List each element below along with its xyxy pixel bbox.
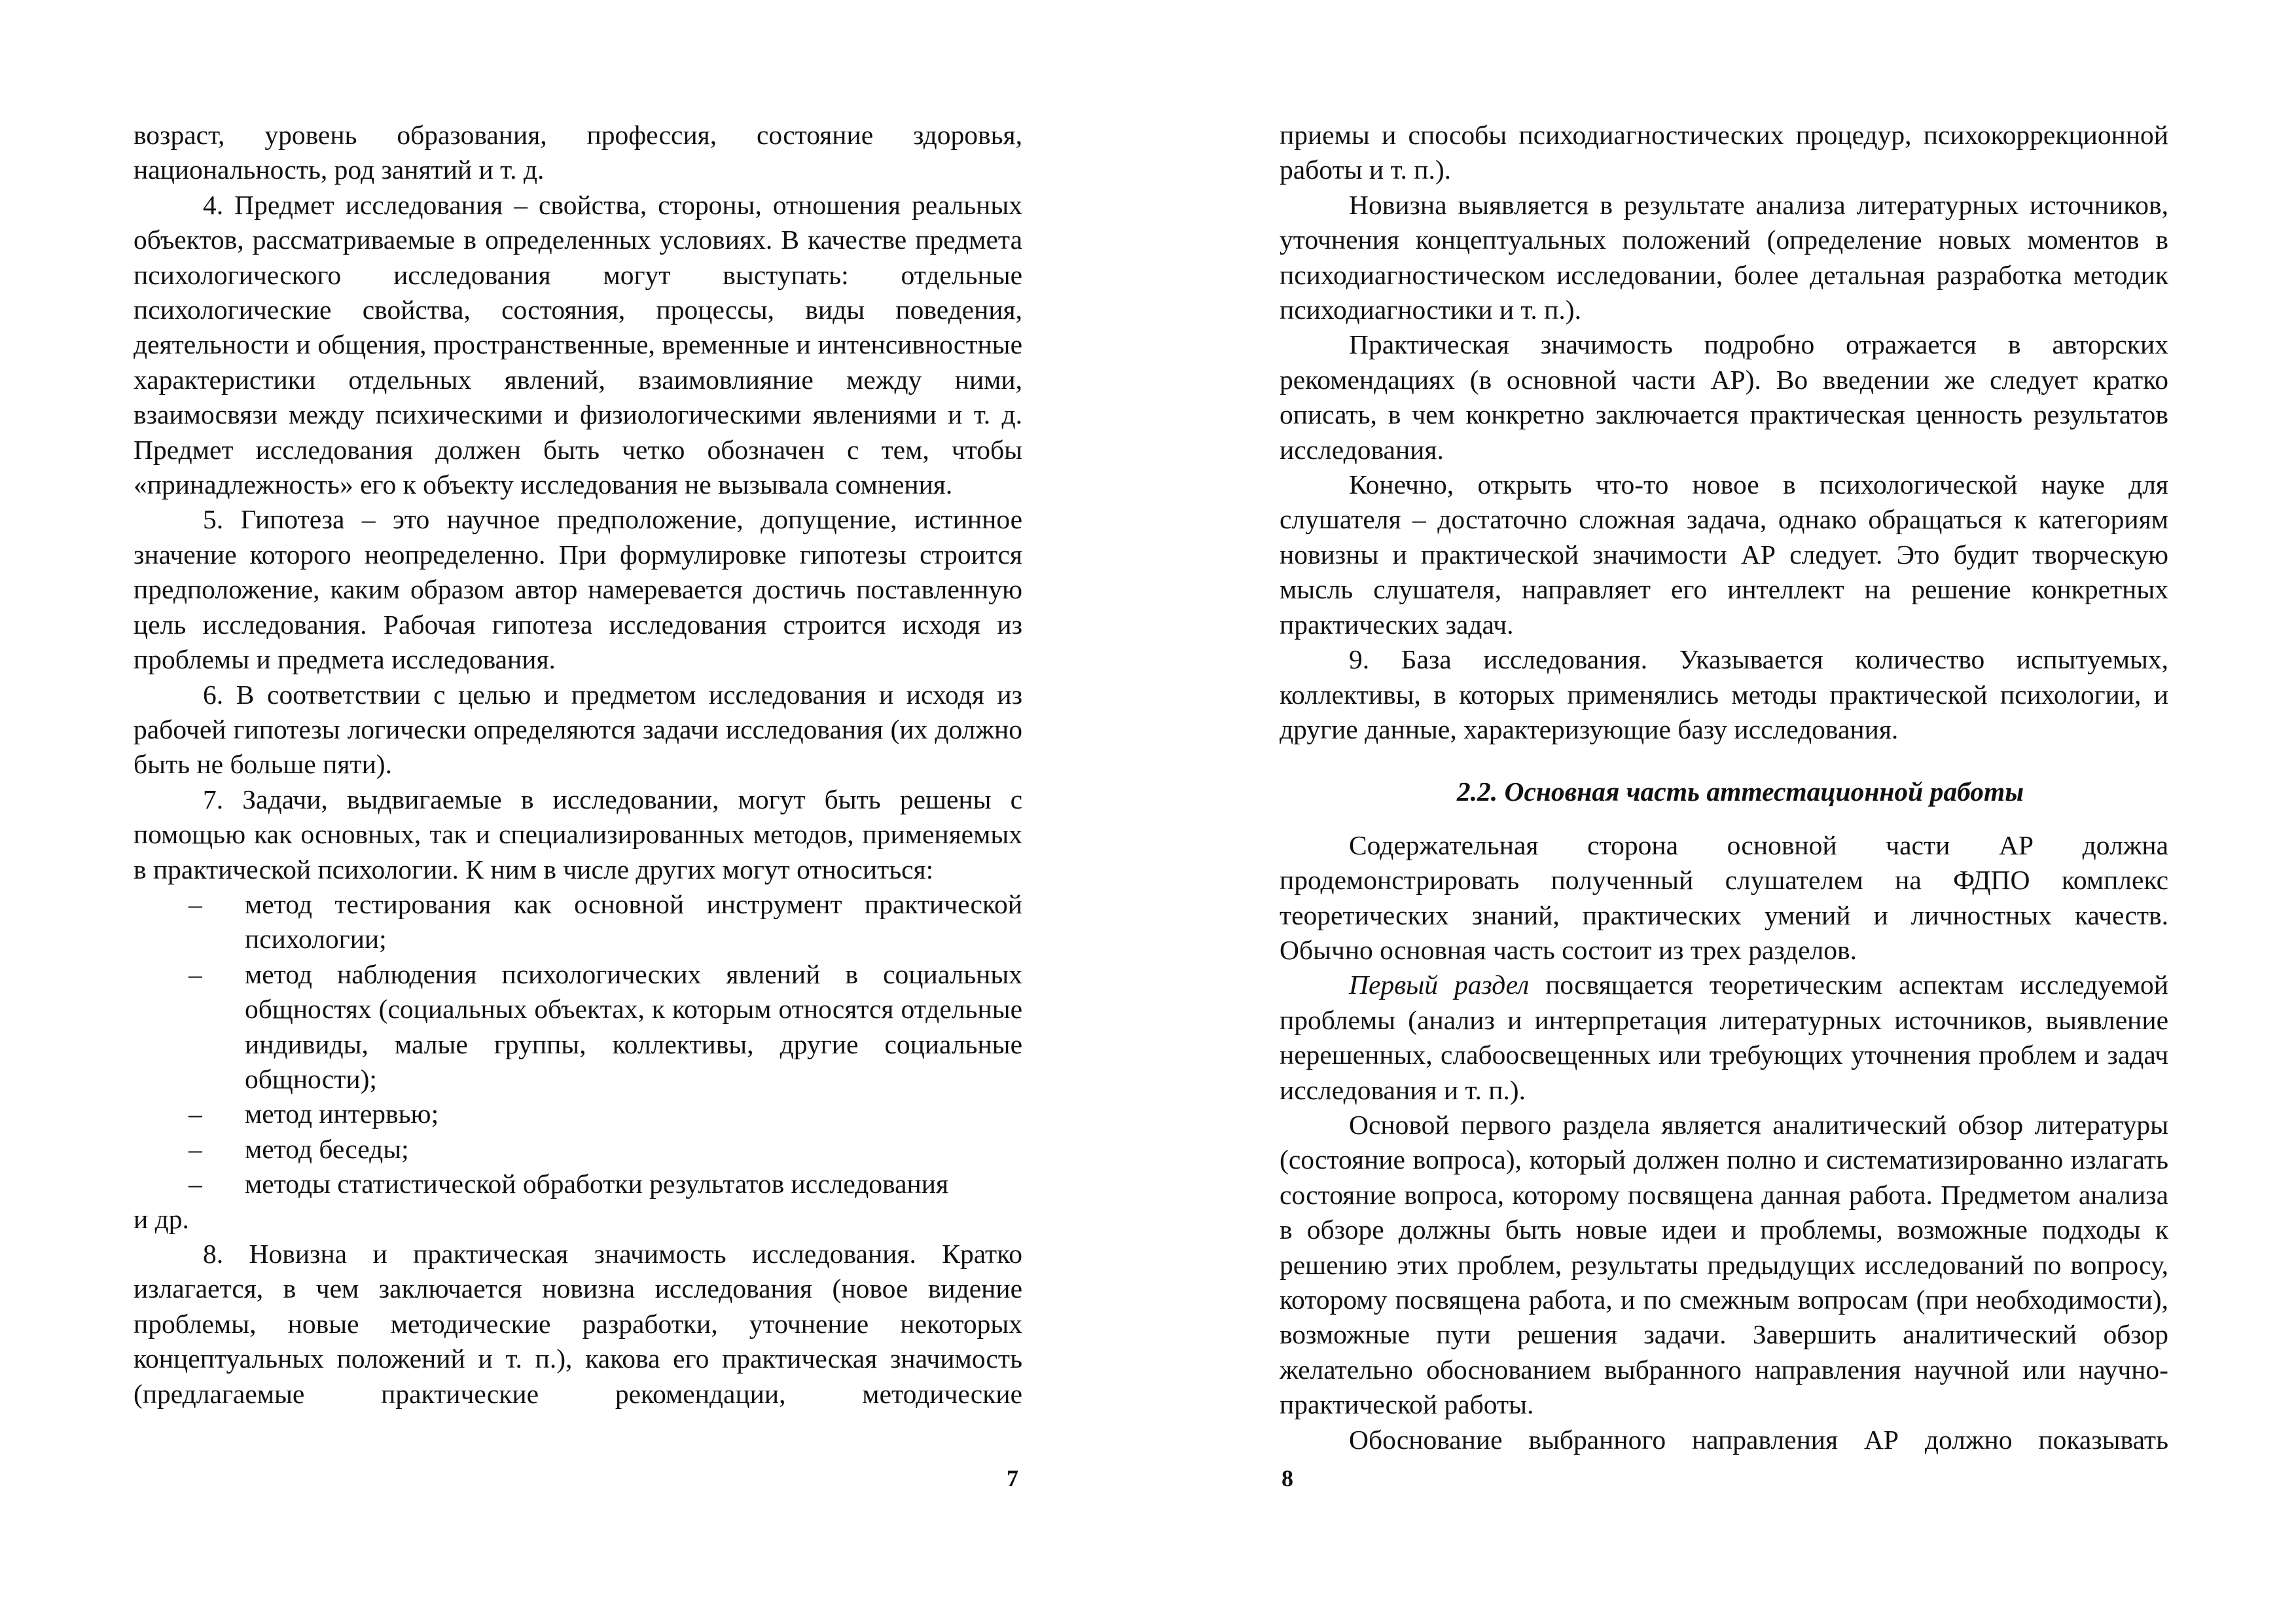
section-heading: 2.2. Основная часть аттестационной работы <box>1456 776 2024 807</box>
paragraph-novelty: 8. Новизна и практическая значимость исследования. Кратко излагается, в чем заключается новизна исследования (новое видение проблемы, новые методические разработки, уточнение некоторых концептуальных положений и т. п.), какова его практическая значимость (предлагаемые практические рекомендации, методические <box>134 1239 1022 1409</box>
paragraph-main-part: Содержательная сторона основной части АР должна продемонстрировать полученный слушателем на ФДПО комплекс теоретических знаний, практических умений и личностных качеств. Обычно основная часть состоит из трех разделов. <box>1280 830 2168 965</box>
paragraph-subject: 4. Предмет исследования – свойства, стороны, отношения реальных объектов, рассматриваемые в определенных условиях. В качестве предмета психологического исследования могут выступать: отдельные психологические свойства, состояния, процессы, виды поведения, деятельности и общения, пространственные, временные и интенсивностные характеристики отдельных явлений, взаимовлияние между ними, взаимосвязи между психическими и физиологическими явлениями и т. д. Предмет исследования должен быть четко обозначен с тем, чтобы «принадлежность» его к объекту исследования не вызывала сомнения. <box>134 189 1022 500</box>
paragraph-research-base: 9. База исследования. Указывается количество испытуемых, коллективы, в которых применялись методы практической психологии, и другие данные, характеризующие базу исследования. <box>1280 644 2168 744</box>
list-item <box>134 1167 1022 1201</box>
paragraph-first-section <box>1280 968 2168 1108</box>
dash-marker: – <box>188 1099 202 1129</box>
list-item-text: метод интервью; <box>245 1099 439 1129</box>
list-item-text: метод беседы; <box>245 1133 409 1164</box>
paragraph-text: посвящается теоретическим аспектам исследуемой проблемы (анализ и интерпретация литературных источников, выявление нерешенных, слабоосвещенных или требующих уточнения проблем и задач исследования и т. п.). <box>1280 970 2168 1105</box>
paragraph-hypothesis: 5. Гипотеза – это научное предположение, допущение, истинное значение которого неопределенно. При формулировке гипотезы строится предположение, каким образом автор намеревается достичь поставленную цель исследования. Рабочая гипотеза исследования строится исходя из проблемы и предмета исследования. <box>134 504 1022 675</box>
paragraph-continuation: приемы и способы психодиагностических процедур, психокоррекционной работы и т. п.). <box>1280 120 2168 185</box>
list-item <box>134 957 1022 1097</box>
paragraph-continuation: возраст, уровень образования, профессия, состояние здоровья, национальность, род занятий и т. д. <box>134 120 1022 185</box>
dash-marker: – <box>188 1133 202 1164</box>
list-item-text: метод наблюдения психологических явлений в социальных общностях (социальных объектах, к которым относятся отдельные индивиды, малые группы, коллективы, другие социальные общности); <box>245 958 1022 1094</box>
paragraph-justification: Обоснование выбранного направления АР должно показывать <box>1349 1424 2168 1455</box>
paragraph-methods: 7. Задачи, выдвигаемые в исследовании, могут быть решены с помощью как основных, так и специализированных методов, применяемых в практической психологии. К ним в числе других могут относиться: <box>134 784 1022 884</box>
list-item-text: методы статистической обработки результатов исследования <box>245 1169 949 1199</box>
paragraph-novelty-detail: Новизна выявляется в результате анализа литературных источников, уточнения концептуальных положений (определение новых моментов в психодиагностическом исследовании, более детальная разработка методик психодиагностики и т. п.). <box>1280 189 2168 325</box>
list-item <box>134 1132 1022 1167</box>
paragraph-practical-significance: Практическая значимость подробно отражается в авторских рекомендациях (в основной части АР). Во введении же следует кратко описать, в чем конкретно заключается практическая ценность результатов исследования. <box>1280 329 2168 465</box>
list-item-text: метод тестирования как основной инструмент практической психологии; <box>245 888 1022 955</box>
right-page <box>1280 118 2168 1457</box>
list-item <box>134 887 1022 957</box>
italic-term: Первый раздел <box>1349 970 1530 1000</box>
page-number-right: 8 <box>1282 1465 1293 1491</box>
paragraph-motivation: Конечно, открыть что-то новое в психологической науке для слушателя – достаточно сложная задача, однако обращаться к категориям новизны и практической значимости АР следует. Это будит творческую мысль слушателя, направляет его интеллект на решение конкретных практических задач. <box>1280 469 2168 640</box>
list-tail: и др. <box>134 1203 189 1234</box>
left-page <box>134 118 1022 1412</box>
list-item <box>134 1097 1022 1131</box>
dash-marker: – <box>188 888 202 919</box>
dash-marker: – <box>188 1169 202 1199</box>
paragraph-literature-review: Основой первого раздела является аналитический обзор литературы (состояние вопроса), который должен полно и систематизированно излагать состояние вопроса, которому посвящена данная работа. Предметом анализа в обзоре должны быть новые идеи и проблемы, возможные подходы к решению этих проблем, результаты предыдущих исследований по вопросу, которому посвящена работа, и по смежным вопросам (при необходимости), возможные пути решения задачи. Завершить аналитический обзор желательно обоснованием выбранного направления научной или научно-практической работы. <box>1280 1109 2168 1420</box>
paragraph-tasks: 6. В соответствии с целью и предметом исследования и исходя из рабочей гипотезы логически определяются задачи исследования (их должно быть не больше пяти). <box>134 679 1022 780</box>
dash-marker: – <box>188 958 202 989</box>
page-number-left: 7 <box>1007 1465 1018 1491</box>
